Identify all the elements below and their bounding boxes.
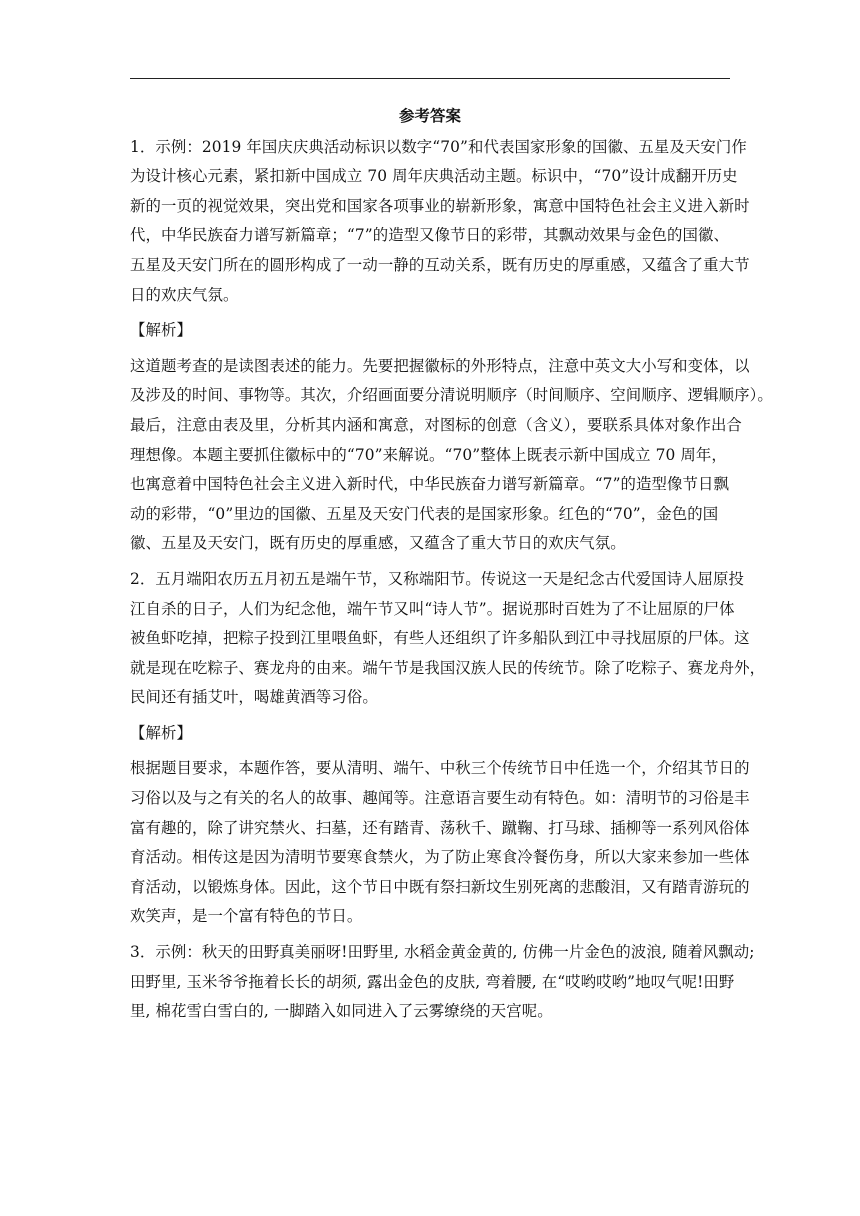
header-rule — [130, 78, 730, 79]
text-line: 动的彩带，“0”里边的国徽、五星及天安门代表的是国家形象。红色的“70”，金色的国 — [130, 504, 719, 523]
page-title: 参考答案 — [399, 107, 461, 125]
text-line: 欢笑声，是一个富有特色的节日。 — [130, 907, 363, 926]
answer-1 — [130, 133, 750, 311]
text-line: 民间还有插艾叶，喝雄黄酒等习俗。 — [130, 688, 378, 707]
text-line: 就是现在吃粽子、赛龙舟的由来。端午节是我国汉族人民的传统节。除了吃粽子、赛龙舟外， — [130, 658, 766, 677]
text-line: 被鱼虾吃掉，把粽子投到江里喂鱼虾，有些人还组织了许多船队到江中寻找屈原的尸体。这 — [130, 629, 750, 648]
text-line: 习俗以及与之有关的名人的故事、趣闻等。注意语言要生动有特色。如：清明节的习俗是丰 — [130, 789, 750, 808]
analysis-tag-1: 【解析】 — [130, 321, 192, 340]
text-line: 理想像。本题主要抓住徽标中的“70”来解说。“70”整体上既表示新中国成立 70 周年， — [130, 445, 727, 464]
text-line: 代，中华民族奋力谱写新篇章；“7”的造型又像节日的彩带，其飘动效果与金色的国徽、 — [130, 226, 729, 245]
text-line: 最后，注意由表及里，分析其内涵和寓意，对图标的创意（含义），要联系具体对象作出合 — [130, 415, 742, 434]
text-line: 育活动，以锻炼身体。因此，这个节日中既有祭扫新坟生别死离的悲酸泪，又有踏青游玩的 — [130, 877, 750, 896]
text-line: 及涉及的时间、事物等。其次，介绍画面要分清说明顺序（时间顺序、空间顺序、逻辑顺序）。 — [130, 386, 773, 405]
answer-3 — [130, 938, 755, 1027]
text-line: 田野里, 玉米爷爷拖着长长的胡须, 露出金色的皮肤, 弯着腰, 在“哎哟哎哟”地叹气呢!田野 — [130, 972, 735, 991]
analysis-2 — [130, 754, 750, 932]
answer-2 — [130, 565, 766, 713]
text-line: 也寓意着中国特色社会主义进入新时代，中华民族奋力谱写新篇章。“7”的造型像节日飘 — [130, 475, 729, 494]
text-line: 里, 棉花雪白雪白的, 一脚踏入如同进入了云雾缭绕的天宫呢。 — [130, 1002, 553, 1021]
text-line: 江自杀的日子，人们为纪念他，端午节又叫“诗人节”。据说那时百姓为了不让屈原的尸体 — [130, 599, 735, 618]
text-line: 新的一页的视觉效果，突出党和国家各项事业的崭新形象，寓意中国特色社会主义进入新时 — [130, 196, 750, 215]
text-line: 为设计核心元素，紧扣新中国成立 70 周年庆典活动主题。标识中，“70”设计成翻开历史 — [130, 167, 738, 186]
text-line: 这道题考查的是读图表述的能力。先要把握徽标的外形特点，注意中英文大小写和变体，以 — [130, 356, 750, 375]
analysis-tag-2: 【解析】 — [130, 723, 192, 742]
text-line: 1．示例：2019 年国庆庆典活动标识以数字“70”和代表国家形象的国徽、五星及天安门作 — [130, 137, 747, 156]
text-line: 日的欢庆气氛。 — [130, 285, 239, 304]
document-body — [130, 102, 773, 1033]
text-line: 2．五月端阳农历五月初五是端午节，又称端阳节。传说这一天是纪念古代爱国诗人屈原投 — [130, 569, 745, 588]
text-line: 育活动。相传这是因为清明节要寒食禁火，为了防止寒食冷餐伤身，所以大家来参加一些体 — [130, 848, 750, 867]
text-line: 3．示例：秋天的田野真美丽呀!田野里, 水稻金黄金黄的, 仿佛一片金色的波浪, 随着风飘动; — [130, 943, 755, 962]
text-line: 徽、五星及天安门，既有历史的厚重感，又蕴含了重大节日的欢庆气氛。 — [130, 534, 626, 553]
analysis-1 — [130, 352, 773, 559]
text-line: 富有趣的，除了讲究禁火、扫墓，还有踏青、荡秋千、蹴鞠、打马球、插柳等一系列风俗体 — [130, 818, 750, 837]
text-line: 五星及天安门所在的圆形构成了一动一静的互动关系，既有历史的厚重感，又蕴含了重大节 — [130, 255, 750, 274]
text-line: 根据题目要求，本题作答，要从清明、端午、中秋三个传统节日中任选一个，介绍其节日的 — [130, 759, 750, 778]
